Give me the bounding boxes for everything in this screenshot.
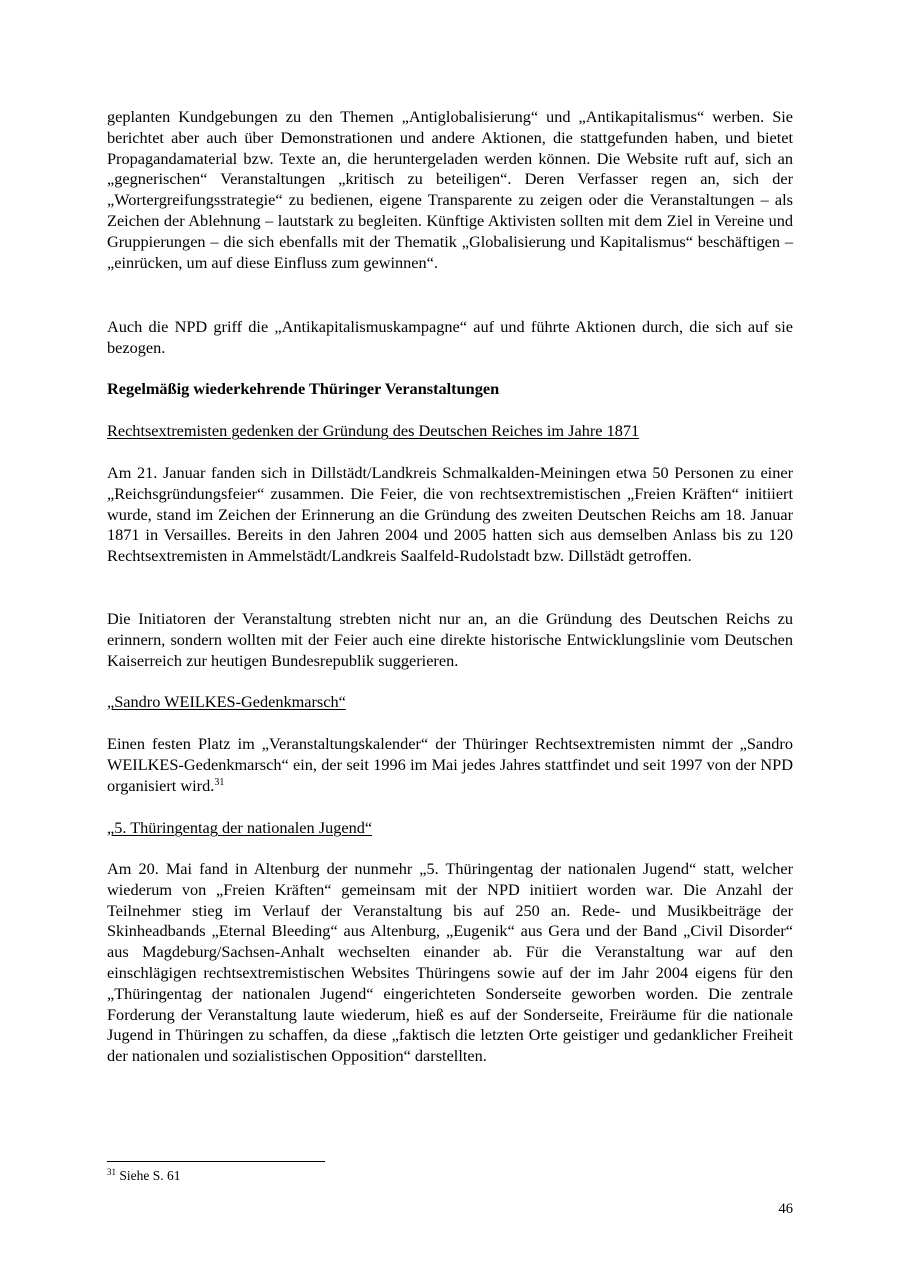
paragraph-antikapitalismus-website: geplanten Kundgebungen zu den Themen „Antiglobalisierung“ und „Antikapitalismus“ werben. Sie berichtet aber auch über Demonstrationen und andere Aktionen, die stattgefunden haben, und bietet Propagandamaterial bzw. Texte an, die heruntergeladen werden können. Die Website ruft auf, sich an „gegnerischen“ Veranstaltungen „kritisch zu beteiligen“. Deren Verfasser regen an, sich der „Wortergreifungsstrategie“ zu bedienen, eigene Transparente zu zeigen oder die Veranstaltungen – als Zeichen der Ablehnung – lautstark zu begleiten. Künftige Aktivisten sollten mit dem Ziel in Vereine und Gruppierungen – die sich ebenfalls mit der Thematik „Globalisierung und Kapitalismus“ beschäftigen – „einrücken, um auf diese Einfluss zum gewinnen“.: [107, 107, 793, 272]
footnote: [107, 1167, 181, 1185]
subheading-gedenkmarsch-text: „Sandro WEILKES-Gedenkmarsch“: [107, 692, 346, 711]
paragraph-reichsgruendungsfeier: Am 21. Januar fanden sich in Dillstädt/Landkreis Schmalkalden-Meiningen etwa 50 Personen zu einer „Reichsgründungsfeier“ zusammen. Die Feier, die von rechtsextremistischen „Freien Kräften“ initiiert wurde, stand im Zeichen der Erinnerung an die Gründung des zweiten Deutschen Reichs am 18. Januar 1871 in Versailles. Bereits in den Jahren 2004 und 2005 hatten sich aus demselben Anlass bis zu 120 Rechtsextremisten in Ammelstädt/Landkreis Saalfeld-Rudolstadt bzw. Dillstädt getroffen.: [107, 463, 793, 566]
subheading-thueringentag: [107, 818, 793, 839]
footnote-text: Siehe S. 61: [119, 1168, 181, 1183]
section-heading: Regelmäßig wiederkehrende Thüringer Veranstaltungen: [107, 379, 500, 398]
paragraph-initiatoren: Die Initiatoren der Veranstaltung strebten nicht nur an, an die Gründung des Deutschen Reichs zu erinnern, sondern wollten mit der Feier auch eine direkte historische Entwicklungslinie vom Deutschen Kaiserreich zur heutigen Bundesrepublik suggerieren.: [107, 609, 793, 670]
paragraph-npd-kampagne: Auch die NPD griff die „Antikapitalismuskampagne“ auf und führte Aktionen durch, die sich auf sie bezogen.: [107, 317, 793, 357]
subheading-thueringentag-text: „5. Thüringentag der nationalen Jugend“: [107, 818, 373, 837]
page-number: 46: [778, 1201, 793, 1217]
footnote-reference: 31: [214, 776, 225, 788]
footnote-divider: [107, 1161, 325, 1162]
paragraph-gedenkmarsch: [107, 734, 793, 796]
subheading-reichsgruendung-text: Rechtsextremisten gedenken der Gründung des Deutschen Reiches im Jahre 1871: [107, 421, 640, 440]
subheading-gedenkmarsch: [107, 692, 793, 713]
footnote-number: 31: [107, 1167, 116, 1177]
subheading-reichsgruendung: [107, 421, 793, 442]
paragraph-thueringentag: Am 20. Mai fand in Altenburg der nunmehr „5. Thüringentag der nationalen Jugend“ statt, welcher wiederum von „Freien Kräften“ gemeinsam mit der NPD initiiert worden war. Die Anzahl der Teilnehmer stieg im Verlauf der Veranstaltung bis auf 250 an. Rede- und Musikbeiträge der Skinheadbands „Eternal Bleeding“ aus Altenburg, „Eugenik“ aus Gera und der Band „Civil Disorder“ aus Magdeburg/Sachsen-Anhalt wechselten einander ab. Für die Veranstaltung war auf den einschlägigen rechtsextremistischen Websites Thüringens sowie auf der im Jahr 2004 eigens für den „Thüringentag der nationalen Jugend“ eingerichteten Sonderseite geworben worden. Die zentrale Forderung der Veranstaltung laute wiederum, hieß es auf der Sonderseite, Freiräume für die nationale Jugend in Thüringen zu schaffen, da diese „faktisch die letzten Orte geistiger und gedanklicher Freiheit der nationalen und sozialistischen Opposition“ darstellten.: [107, 859, 793, 1066]
paragraph-gedenkmarsch-text: Einen festen Platz im „Veranstaltungskalender“ der Thüringer Rechtsextremisten nimmt der „Sandro WEILKES-Gedenkmarsch“ ein, der seit 1996 im Mai jedes Jahres stattfindet und seit 1997 von der NPD organisiert wird.: [107, 734, 793, 795]
